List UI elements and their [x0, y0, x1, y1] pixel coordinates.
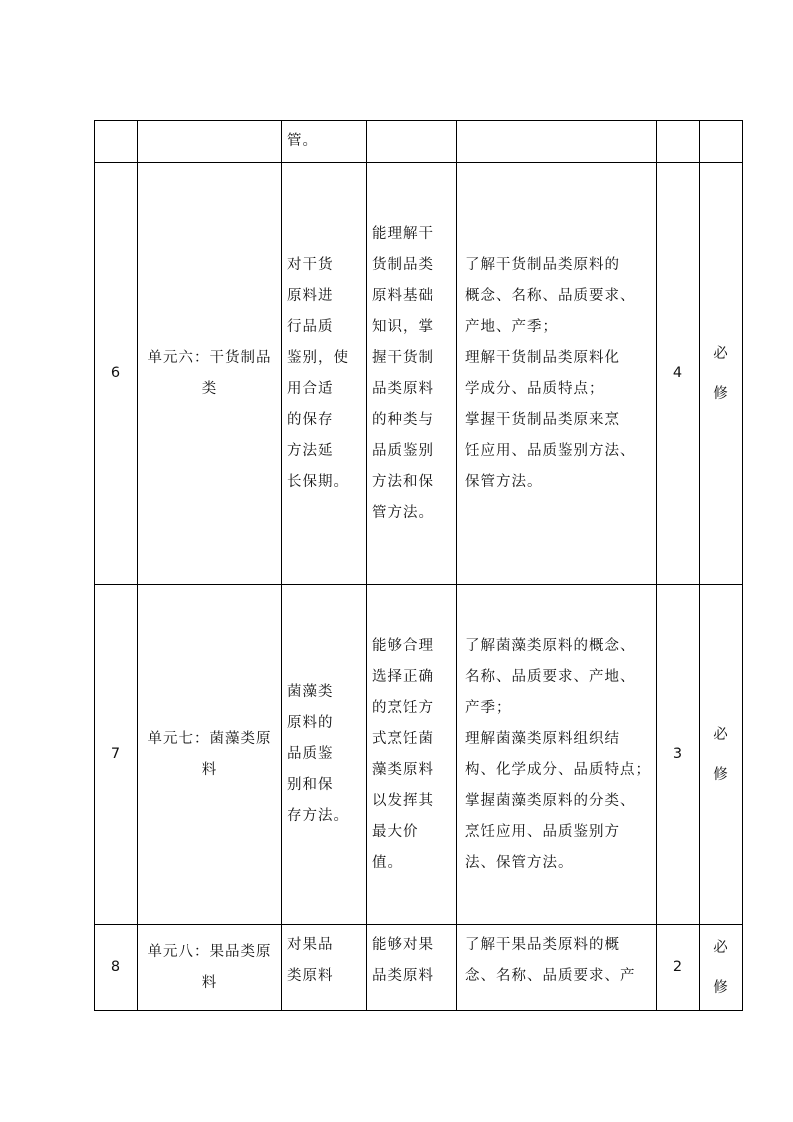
- goal-cell: [282, 121, 367, 163]
- course-type-text: 必 修: [713, 726, 729, 783]
- ability-cell: [367, 121, 457, 163]
- unit-text: 单元八：果品类原 料: [147, 943, 272, 991]
- row-number-cell: 6: [95, 163, 138, 585]
- hours-cell: 2: [657, 925, 700, 1011]
- goal-cell: [282, 925, 367, 1011]
- goal-text: 管。: [287, 133, 318, 149]
- ability-cell: [367, 925, 457, 1011]
- unit-cell: [138, 121, 282, 163]
- unit-cell: [138, 585, 282, 925]
- course-table: [94, 120, 743, 1011]
- hours-cell: 3: [657, 585, 700, 925]
- table-row: [95, 925, 743, 1011]
- unit-text: 单元六：干货制品 类: [147, 349, 272, 397]
- unit-text: 单元七：菌藻类原 料: [147, 730, 272, 778]
- goal-cell: [282, 163, 367, 585]
- ability-text: 能够合理 选择正确 的烹饪方 式烹饪菌 藻类原料 以发挥其 最大价 值。: [372, 637, 434, 871]
- table-row: [95, 585, 743, 925]
- goal-text: 对果品 类原料: [287, 937, 334, 984]
- hours-cell: [657, 121, 700, 163]
- course-type-text: 必 修: [713, 939, 729, 996]
- row-number-cell: 8: [95, 925, 138, 1011]
- ability-cell: [367, 585, 457, 925]
- row-number-cell: [95, 121, 138, 163]
- goal-cell: [282, 585, 367, 925]
- hours-cell: 4: [657, 163, 700, 585]
- unit-cell: [138, 925, 282, 1011]
- unit-cell: [138, 163, 282, 585]
- table-row: [95, 121, 743, 163]
- content-text: 了解干货制品类原料的 概念、名称、品质要求、 产地、产季； 理解干货制品类原料化 学成分、品质特点； 掌握干货制品类原来烹 饪应用、品质鉴别方法、 保管方法。: [465, 256, 636, 490]
- content-cell: [457, 121, 657, 163]
- table-row: [95, 163, 743, 585]
- course-type-cell: [700, 585, 743, 925]
- goal-text: 对干货 原料进 行品质 鉴别，使 用合适 的保存 方法延 长保期。: [287, 256, 349, 490]
- course-type-cell: [700, 121, 743, 163]
- ability-text: 能够对果 品类原料: [372, 937, 434, 984]
- course-type-cell: [700, 163, 743, 585]
- content-cell: [457, 585, 657, 925]
- content-cell: [457, 925, 657, 1011]
- goal-text: 菌藻类 原料的 品质鉴 别和保 存方法。: [287, 684, 349, 824]
- course-type-text: 必 修: [713, 345, 729, 402]
- content-cell: [457, 163, 657, 585]
- course-type-cell: [700, 925, 743, 1011]
- content-text: 了解菌藻类原料的概念、 名称、品质要求、产地、 产季； 理解菌藻类原料组织结 构、化学成分、品质特点； 掌握菌藻类原料的分类、 烹饪应用、品质鉴别方 法、保管方法。: [465, 637, 651, 871]
- ability-cell: [367, 163, 457, 585]
- row-number-cell: 7: [95, 585, 138, 925]
- content-text: 了解干果品类原料的概 念、名称、品质要求、产: [465, 937, 636, 984]
- ability-text: 能理解干 货制品类 原料基础 知识，掌 握干货制 品类原料 的种类与 品质鉴别 方法和保 管方法。: [372, 225, 434, 521]
